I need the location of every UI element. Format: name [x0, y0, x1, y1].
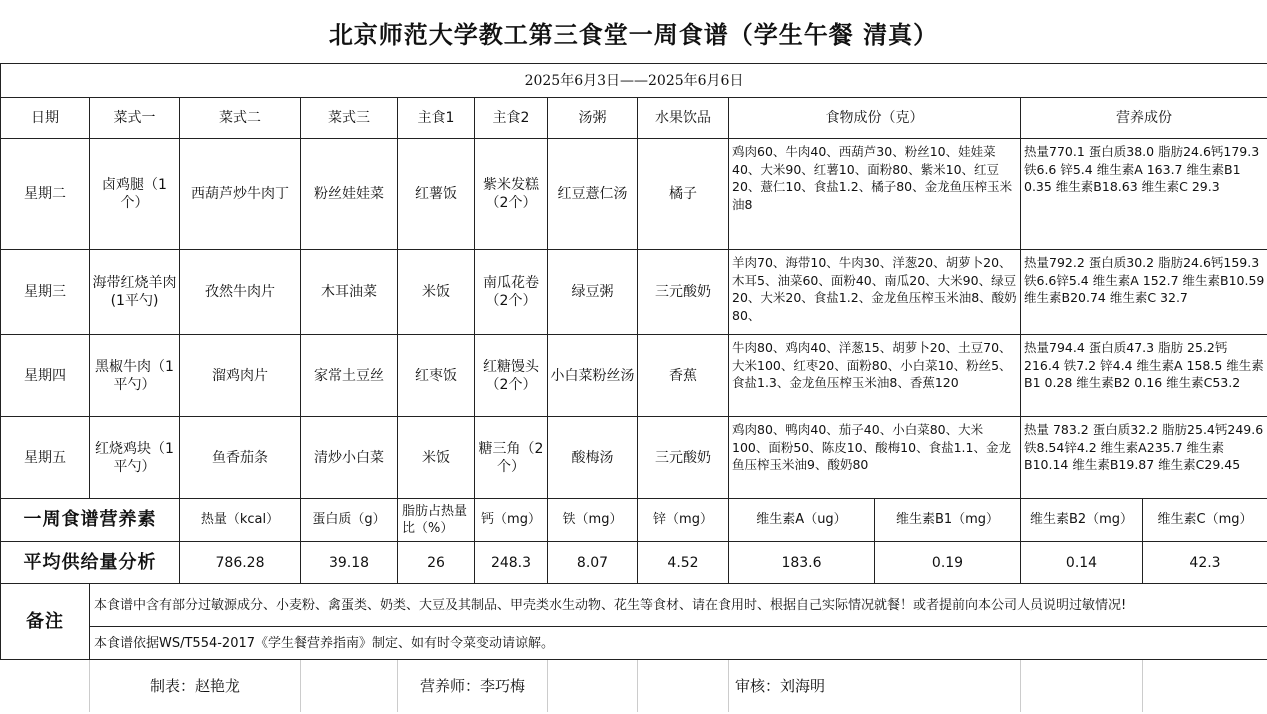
day-row [1, 250, 1267, 335]
day-staple2: 糖三角（2个） [475, 417, 548, 499]
day-dish3: 家常土豆丝 [301, 335, 398, 417]
day-row [1, 335, 1267, 417]
day-staple2: 紫米发糕（2个） [475, 139, 548, 250]
day-soup: 酸梅汤 [548, 417, 638, 499]
average-value: 42.3 [1143, 542, 1267, 584]
day-dish2: 鱼香茄条 [180, 417, 301, 499]
day-fruit: 橘子 [638, 139, 729, 250]
average-value: 183.6 [729, 542, 875, 584]
header-soup: 汤粥 [548, 98, 638, 139]
day-staple1: 红薯饭 [398, 139, 475, 250]
day-dish2: 西葫芦炒牛肉丁 [180, 139, 301, 250]
remark-allergen: 本食谱中含有部分过敏源成分、小麦粉、禽蛋类、奶类、大豆及其制品、甲壳类水生动物、花生等食材、请在食用时、根据自己实际情况就餐！或者提前向本公司人员说明过敏情况! [90, 584, 1267, 627]
day-day: 星期三 [1, 250, 90, 335]
day-nutrition: 热量770.1 蛋白质38.0 脂肪24.6钙179.3 铁6.6 锌5.4 维生素A 163.7 维生素B1 0.35 维生素B18.63 维生素C 29.3 [1021, 139, 1267, 250]
day-dish1: 海带红烧羊肉(1平勺) [90, 250, 180, 335]
header-date: 日期 [1, 98, 90, 139]
header-staple1: 主食1 [398, 98, 475, 139]
day-dish1: 黑椒牛肉（1平勺） [90, 335, 180, 417]
day-dish3: 粉丝娃娃菜 [301, 139, 398, 250]
day-fruit: 三元酸奶 [638, 250, 729, 335]
maker: 制表：赵艳龙 [90, 660, 301, 712]
day-fruit: 香蕉 [638, 335, 729, 417]
day-staple1: 米饭 [398, 250, 475, 335]
day-dish3: 清炒小白菜 [301, 417, 398, 499]
nutrient-header: 铁（mg） [548, 499, 638, 542]
day-day: 星期五 [1, 417, 90, 499]
day-nutrition: 热量792.2 蛋白质30.2 脂肪24.6钙159.3 铁6.6锌5.4 维生素A 152.7 维生素B10.59 维生素B20.74 维生素C 32.7 [1021, 250, 1267, 335]
nutrient-header: 维生素C（mg） [1143, 499, 1267, 542]
average-value: 26 [398, 542, 475, 584]
day-staple1: 红枣饭 [398, 335, 475, 417]
day-soup: 绿豆粥 [548, 250, 638, 335]
day-ingredients: 鸡肉80、鸭肉40、茄子40、小白菜80、大米100、面粉50、陈皮10、酸梅10、食盐1.1、金龙鱼压榨玉米油9、酸奶80 [729, 417, 1021, 499]
header-ingredients: 食物成份（克） [729, 98, 1021, 139]
average-value: 786.28 [180, 542, 301, 584]
header-dish3: 菜式三 [301, 98, 398, 139]
day-staple1: 米饭 [398, 417, 475, 499]
average-value: 0.14 [1021, 542, 1143, 584]
day-dish2: 孜然牛肉片 [180, 250, 301, 335]
day-row [1, 417, 1267, 499]
average-value: 248.3 [475, 542, 548, 584]
nutrient-header: 蛋白质（g） [301, 499, 398, 542]
day-day: 星期二 [1, 139, 90, 250]
day-soup: 红豆薏仁汤 [548, 139, 638, 250]
average-value: 4.52 [638, 542, 729, 584]
reviewer: 审核：刘海明 [729, 660, 1021, 712]
nutrient-header: 热量（kcal） [180, 499, 301, 542]
nutrient-header: 维生素A（ug） [729, 499, 875, 542]
header-fruit: 水果饮品 [638, 98, 729, 139]
nutrient-header: 锌（mg） [638, 499, 729, 542]
day-fruit: 三元酸奶 [638, 417, 729, 499]
day-ingredients: 羊肉70、海带10、牛肉30、洋葱20、胡萝卜20、木耳5、油菜60、面粉40、南瓜20、大米90、绿豆20、大米20、食盐1.2、金龙鱼压榨玉米油8、酸奶80、 [729, 250, 1021, 335]
date-range: 2025年6月3日——2025年6月6日 [1, 64, 1267, 98]
menu-table [0, 63, 1267, 712]
header-nutrition: 营养成份 [1021, 98, 1267, 139]
day-dish1: 红烧鸡块（1平勺） [90, 417, 180, 499]
day-row [1, 139, 1267, 250]
day-soup: 小白菜粉丝汤 [548, 335, 638, 417]
day-nutrition: 热量 783.2 蛋白质32.2 脂肪25.4钙249.6铁8.54锌4.2 维生素A235.7 维生素B10.14 维生素B19.87 维生素C29.45 [1021, 417, 1267, 499]
header-dish1: 菜式一 [90, 98, 180, 139]
page-title: 北京师范大学教工第三食堂一周食谱（学生午餐 清真） [328, 20, 939, 49]
header-dish2: 菜式二 [180, 98, 301, 139]
average-value: 0.19 [875, 542, 1021, 584]
remarks-label: 备注 [1, 584, 90, 660]
day-ingredients: 鸡肉60、牛肉40、西葫芦30、粉丝10、娃娃菜40、大米90、红薯10、面粉80、紫米10、红豆20、薏仁10、食盐1.2、橘子80、金龙鱼压榨玉米油8 [729, 139, 1021, 250]
nutrient-header: 脂肪占热量比（%） [398, 499, 475, 542]
remark-standard: 本食谱依据WS/T554-2017《学生餐营养指南》制定、如有时令菜变动请谅解。 [90, 627, 1267, 660]
day-dish3: 木耳油菜 [301, 250, 398, 335]
nutritionist: 营养师：李巧梅 [398, 660, 548, 712]
day-staple2: 南瓜花卷（2个） [475, 250, 548, 335]
day-dish2: 溜鸡肉片 [180, 335, 301, 417]
day-day: 星期四 [1, 335, 90, 417]
average-label: 平均供给量分析 [1, 542, 180, 584]
day-ingredients: 牛肉80、鸡肉40、洋葱15、胡萝卜20、土豆70、大米100、红枣20、面粉80、小白菜10、粉丝5、食盐1.3、金龙鱼压榨玉米油8、香蕉120 [729, 335, 1021, 417]
average-value: 39.18 [301, 542, 398, 584]
weekly-nutrition-label: 一周食谱营养素 [1, 499, 180, 542]
average-value: 8.07 [548, 542, 638, 584]
nutrient-header: 维生素B1（mg） [875, 499, 1021, 542]
header-staple2: 主食2 [475, 98, 548, 139]
day-staple2: 红糖馒头（2个） [475, 335, 548, 417]
day-nutrition: 热量794.4 蛋白质47.3 脂肪 25.2钙 216.4 铁7.2 锌4.4 维生素A 158.5 维生素B1 0.28 维生素B2 0.16 维生素C53.2 [1021, 335, 1267, 417]
nutrient-header: 钙（mg） [475, 499, 548, 542]
nutrient-header: 维生素B2（mg） [1021, 499, 1143, 542]
day-dish1: 卤鸡腿（1个） [90, 139, 180, 250]
